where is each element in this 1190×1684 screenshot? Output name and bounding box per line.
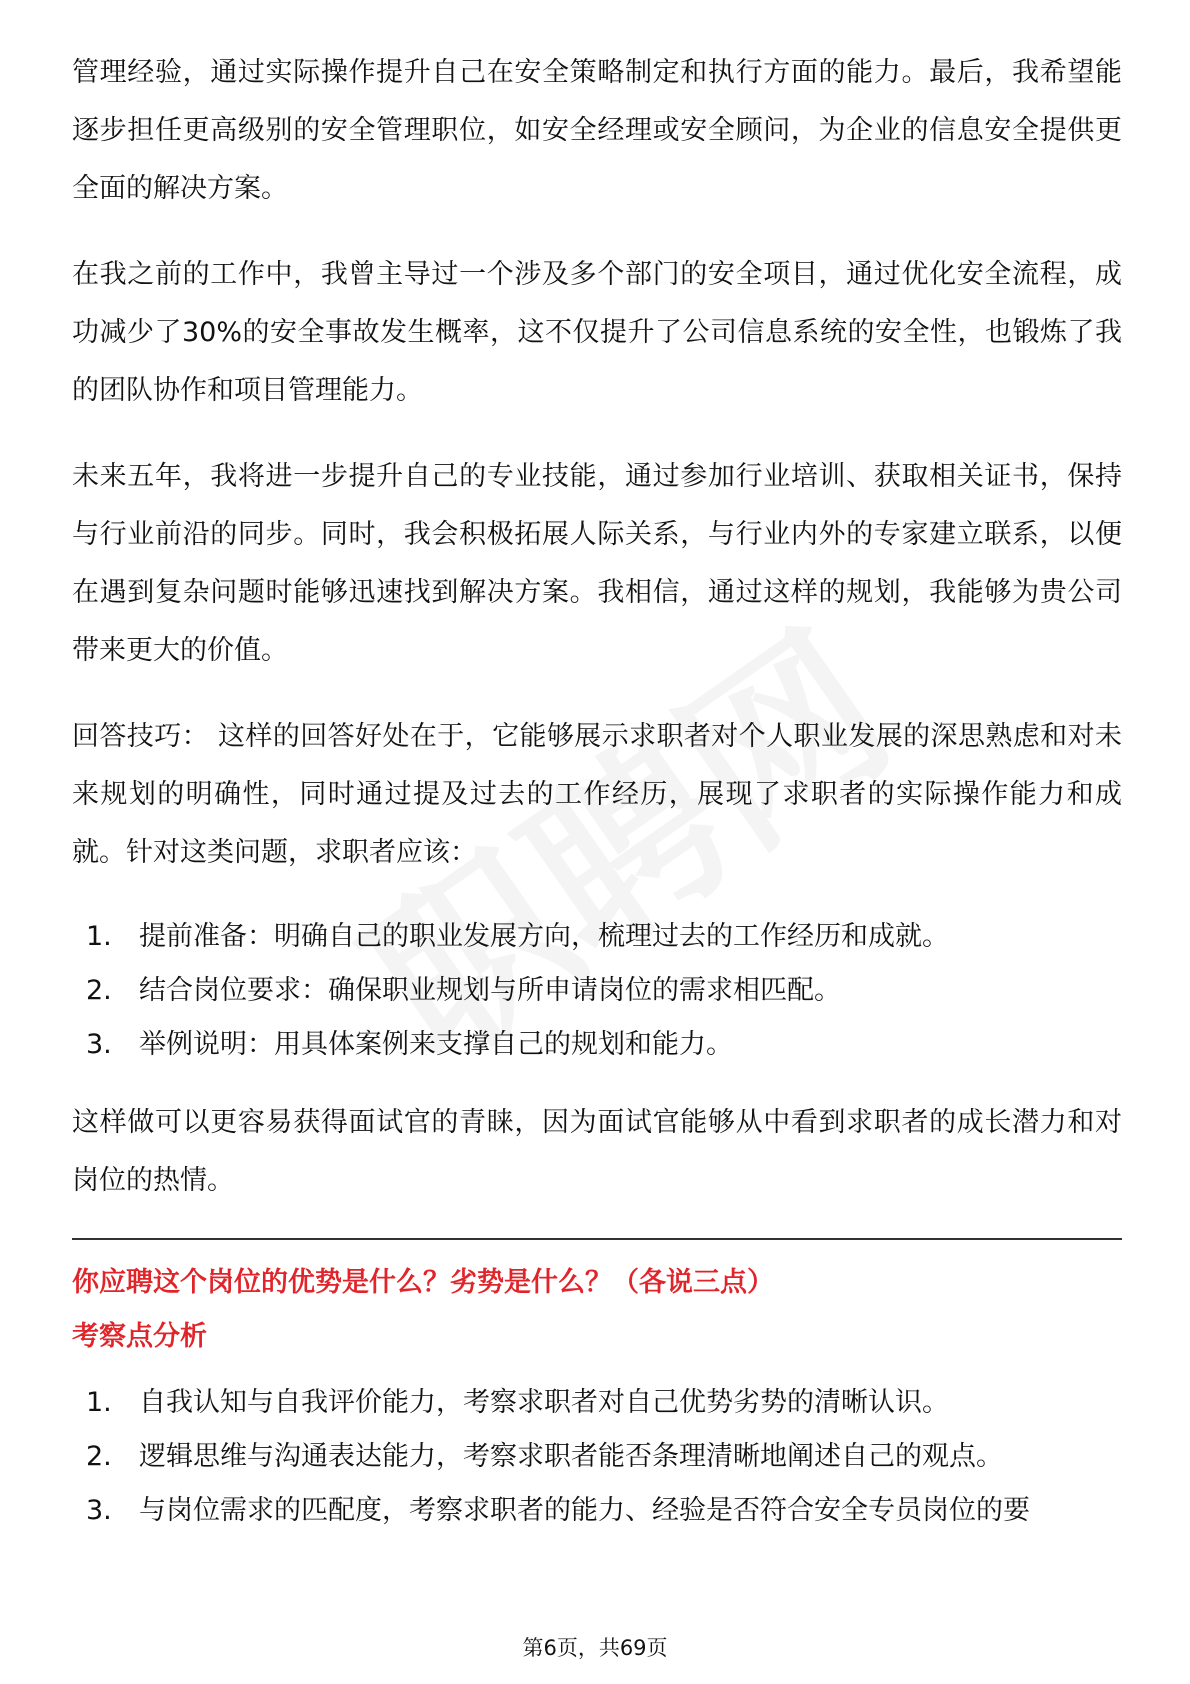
paragraph-career-plan-end: 管理经验，通过实际操作提升自己在安全策略制定和执行方面的能力。最后，我希望能逐步担任更高级别的安全管理职位，如安全经理或安全顾问，为企业的信息安全提供更全面的解决方案。 bbox=[72, 57, 1122, 204]
list-item bbox=[72, 1376, 1122, 1430]
paragraph-five-year-plan: 未来五年，我将进一步提升自己的专业技能，通过参加行业培训、获取相关证书，保持与行业前沿的同步。同时，我会积极拓展人际关系，与行业内外的专家建立联系，以便在遇到复杂问题时能够迅速找到解决方案。我相信，通过这样的规划，我能够为贵公司带来更大的价值。 bbox=[72, 461, 1122, 666]
tips-list bbox=[72, 910, 1122, 1072]
paragraph-answer-tips: 回答技巧： 这样的回答好处在于，它能够展示求职者对个人职业发展的深思熟虑和对未来规划的明确性，同时通过提及过去的工作经历，展现了求职者的实际操作能力和成就。针对这类问题，求职者应该： bbox=[72, 721, 1122, 868]
list-number: 2. bbox=[86, 1441, 112, 1472]
paragraph-past-experience: 在我之前的工作中，我曾主导过一个涉及多个部门的安全项目，通过优化安全流程，成功减少了30%的安全事故发生概率，这不仅提升了公司信息系统的安全性，也锻炼了我的团队协作和项目管理能力。 bbox=[72, 259, 1122, 406]
list-text: 结合岗位要求：确保职业规划与所申请岗位的需求相匹配。 bbox=[139, 975, 841, 1006]
page-number-footer: 第6页，共69页 bbox=[522, 1636, 668, 1660]
list-item bbox=[72, 964, 1122, 1018]
list-text: 逻辑思维与沟通表达能力，考察求职者能否条理清晰地阐述自己的观点。 bbox=[139, 1441, 1003, 1472]
list-item bbox=[72, 1430, 1122, 1484]
list-number: 2. bbox=[86, 975, 112, 1006]
list-number: 1. bbox=[86, 921, 112, 952]
list-item bbox=[72, 910, 1122, 964]
list-text: 提前准备：明确自己的职业发展方向，梳理过去的工作经历和成就。 bbox=[139, 921, 949, 952]
paragraph-closing: 这样做可以更容易获得面试官的青睐，因为面试官能够从中看到求职者的成长潜力和对岗位的热情。 bbox=[72, 1107, 1122, 1196]
section-divider bbox=[72, 1238, 1122, 1240]
analysis-list bbox=[72, 1376, 1122, 1538]
list-text: 举例说明：用具体案例来支撑自己的规划和能力。 bbox=[139, 1029, 733, 1060]
list-item bbox=[72, 1484, 1122, 1538]
question-title: 你应聘这个岗位的优势是什么？劣势是什么？（各说三点） bbox=[72, 1267, 774, 1298]
list-number: 3. bbox=[86, 1495, 112, 1526]
list-item bbox=[72, 1018, 1122, 1072]
analysis-title: 考察点分析 bbox=[72, 1321, 207, 1352]
list-text: 与岗位需求的匹配度，考察求职者的能力、经验是否符合安全专员岗位的要 bbox=[139, 1495, 1030, 1526]
list-number: 1. bbox=[86, 1387, 112, 1418]
list-text: 自我认知与自我评价能力，考察求职者对自己优势劣势的清晰认识。 bbox=[139, 1387, 949, 1418]
list-number: 3. bbox=[86, 1029, 112, 1060]
document-page bbox=[72, 44, 1122, 1560]
